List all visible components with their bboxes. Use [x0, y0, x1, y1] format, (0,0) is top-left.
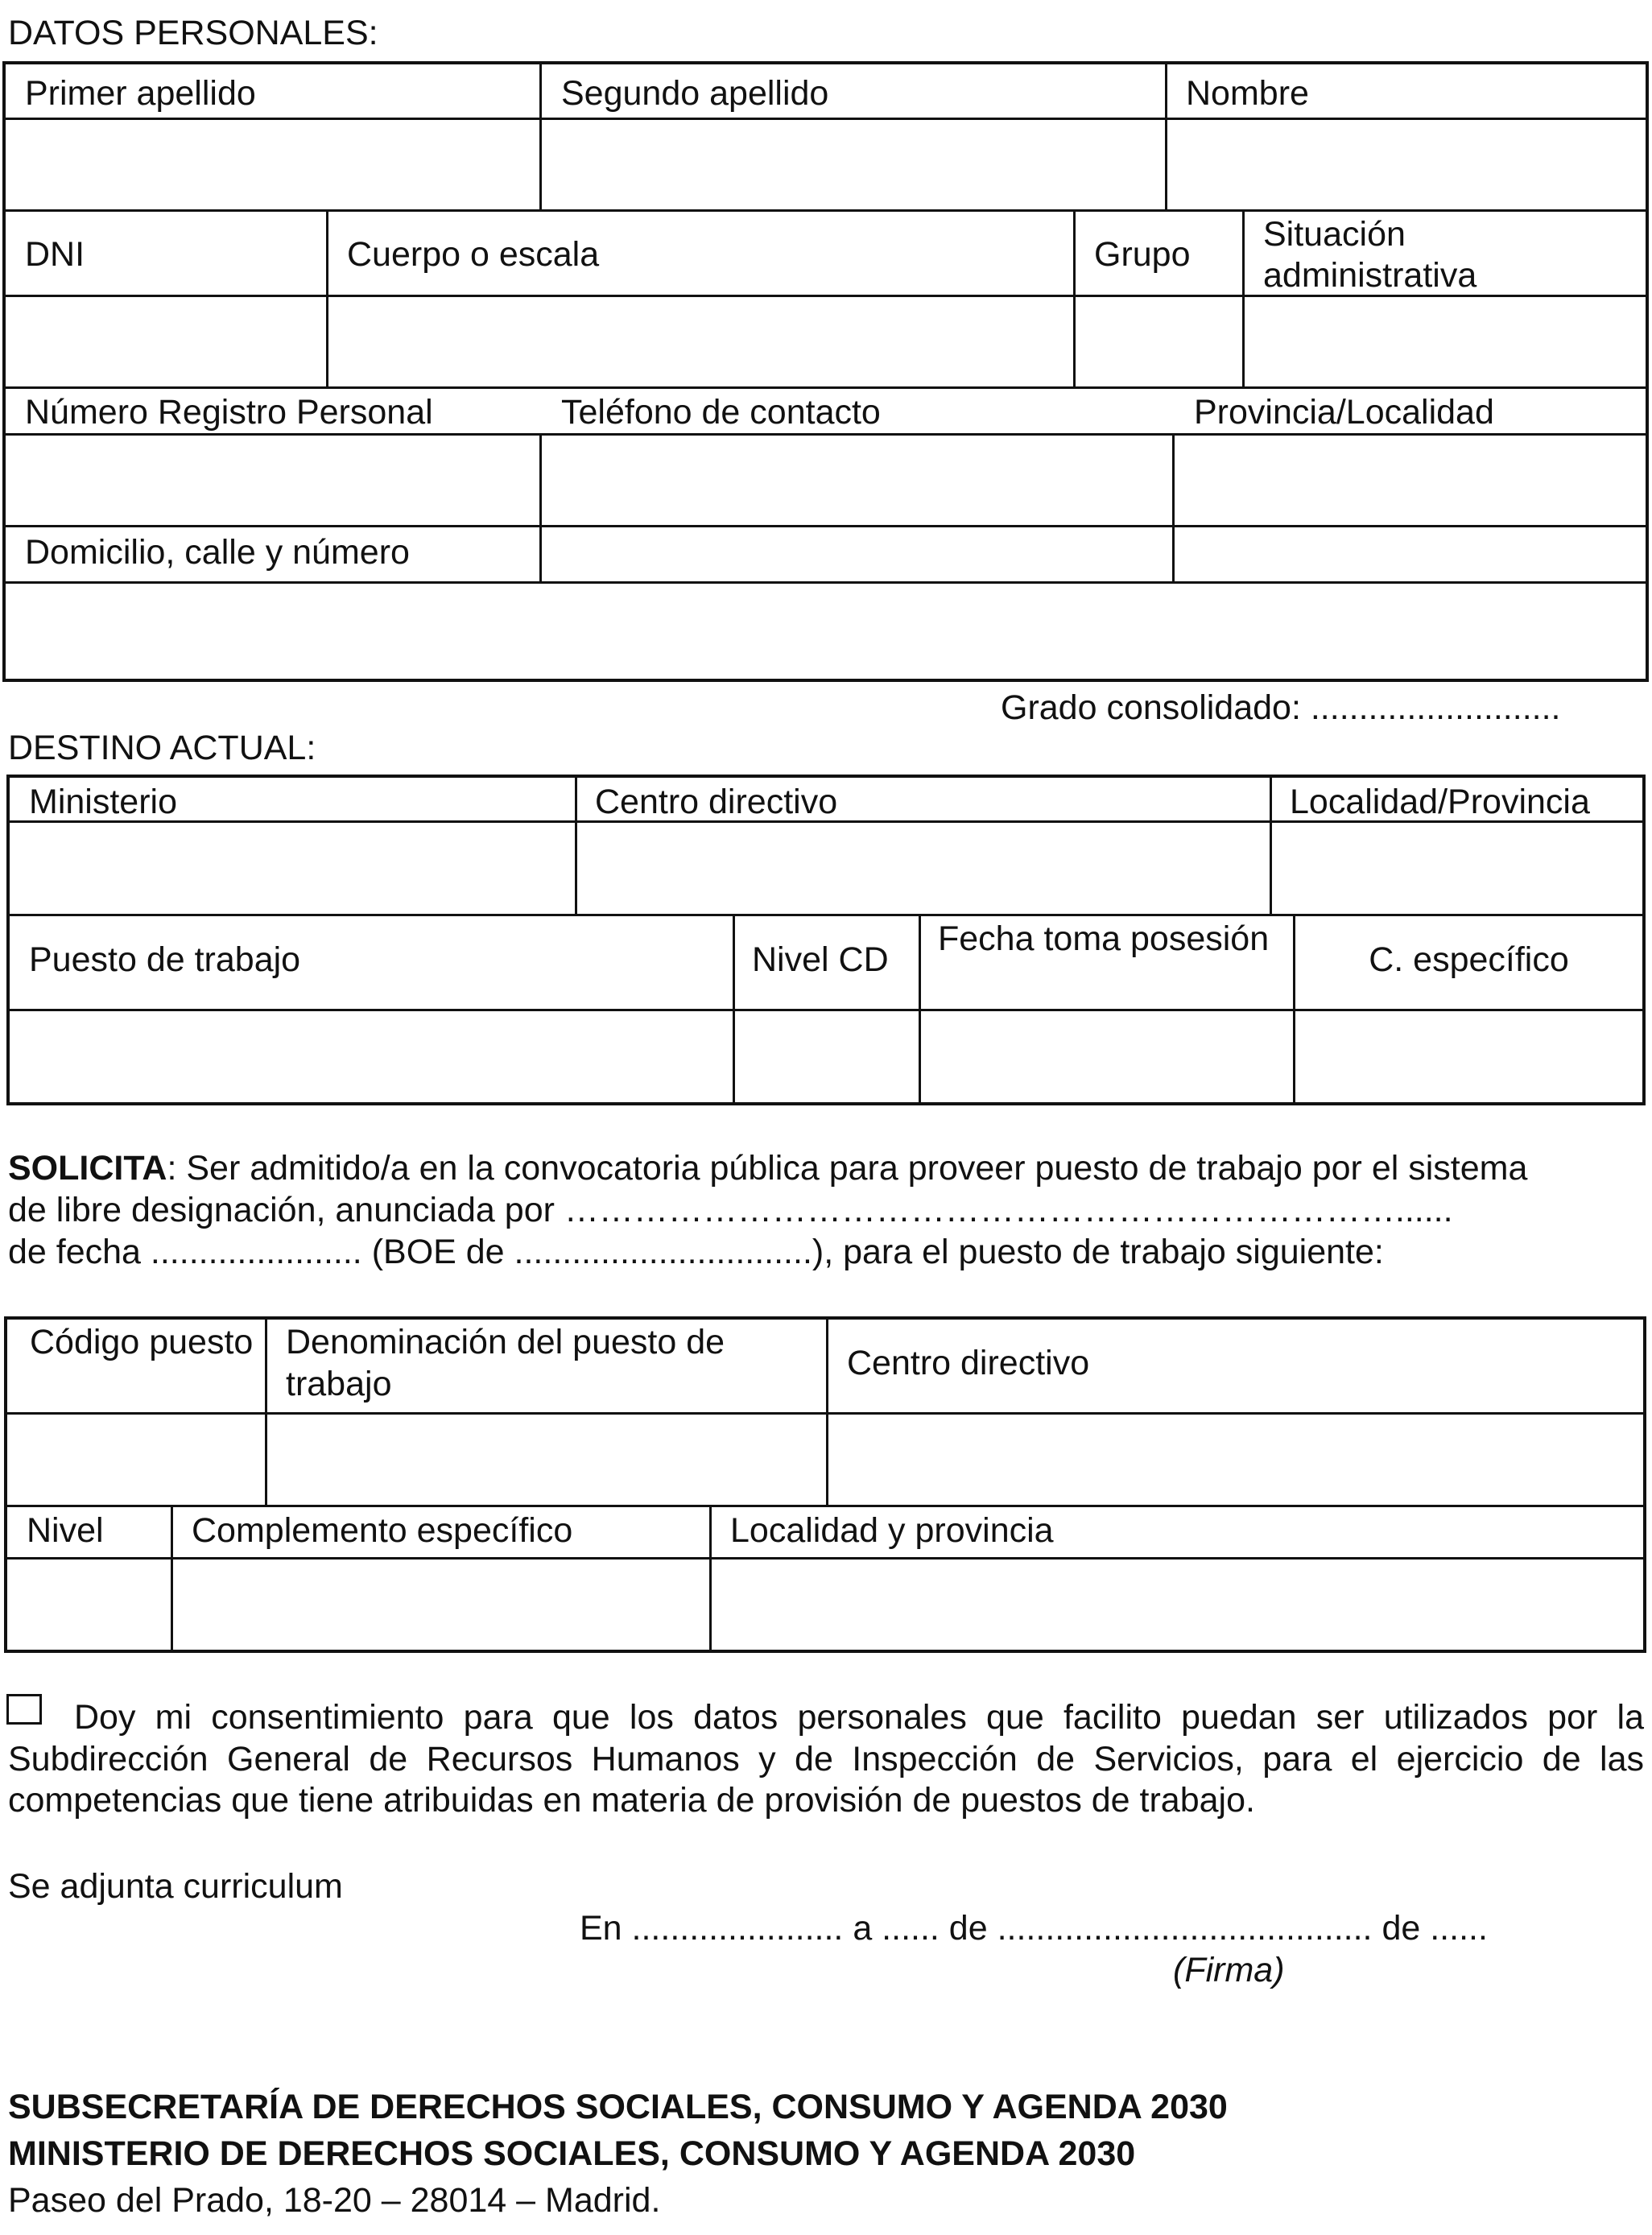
field-numero-registro-personal[interactable] — [6, 436, 539, 525]
field-ministerio[interactable] — [10, 824, 575, 914]
field-nivel-cd[interactable] — [736, 1012, 919, 1102]
label-localidad-y-provincia: Localidad y provincia — [730, 1511, 1054, 1550]
field-provincia-localidad[interactable] — [1175, 436, 1646, 525]
label-situacion-administrativa: Situación administrativa — [1263, 215, 1477, 295]
field-domicilio[interactable] — [6, 585, 1646, 679]
label-cuerpo-escala: Cuerpo o escala — [347, 235, 600, 274]
solicita-line-1: SOLICITA: Ser admitido/a en la convocatoria pública para proveer puesto de trabajo por el sistema — [8, 1149, 1528, 1188]
field-dni[interactable] — [6, 298, 326, 386]
label-complemento-especifico: Complemento específico — [192, 1511, 573, 1550]
personal-data-table — [2, 61, 1649, 682]
label-numero-registro-personal: Número Registro Personal — [25, 393, 433, 432]
footer-address: Paseo del Prado, 18-20 – 28014 – Madrid. — [8, 2181, 661, 2220]
field-centro-directivo[interactable] — [578, 824, 1270, 914]
current-post-table — [6, 775, 1646, 1105]
field-segundo-apellido[interactable] — [543, 121, 1165, 209]
label-grupo: Grupo — [1094, 235, 1191, 274]
label-denominacion-puesto: Denominación del puesto de trabajo — [286, 1323, 725, 1404]
solicita-label: SOLICITA — [8, 1149, 167, 1188]
field-c-especifico[interactable] — [1296, 1012, 1642, 1102]
label-puesto-trabajo: Puesto de trabajo — [29, 940, 301, 979]
field-primer-apellido[interactable] — [6, 121, 539, 209]
label-telefono-contacto: Teléfono de contacto — [561, 393, 881, 432]
grado-consolidado: Grado consolidado: .......................... — [1001, 688, 1561, 727]
field-localidad-y-provincia[interactable] — [712, 1560, 1643, 1650]
label-c-especifico: C. específico — [1369, 940, 1569, 979]
footer-subsecretaria: SUBSECRETARÍA DE DERECHOS SOCIALES, CONSUMO Y AGENDA 2030 — [8, 2088, 1228, 2126]
label-ministerio: Ministerio — [29, 783, 177, 821]
field-puesto-trabajo[interactable] — [10, 1012, 733, 1102]
field-codigo-puesto[interactable] — [7, 1415, 265, 1505]
signature-label: (Firma) — [1173, 1951, 1285, 1989]
place-date-line: En ...................... a ...... de ....................................... de ...... — [580, 1909, 1488, 1948]
section-title-datos-personales: DATOS PERSONALES: — [8, 14, 378, 52]
label-nivel-cd: Nivel CD — [752, 940, 889, 979]
label-fecha-toma-posesion: Fecha toma posesión — [938, 919, 1270, 958]
field-situacion-administrativa[interactable] — [1245, 298, 1646, 386]
label-codigo-puesto: Código puesto — [30, 1323, 254, 1361]
field-centro-directivo-solicitado[interactable] — [829, 1415, 1643, 1505]
field-grupo[interactable] — [1076, 298, 1242, 386]
label-provincia-localidad: Provincia/Localidad — [1194, 393, 1494, 432]
label-centro-directivo: Centro directivo — [595, 783, 838, 821]
label-domicilio: Domicilio, calle y número — [25, 533, 410, 572]
section-title-destino-actual: DESTINO ACTUAL: — [8, 729, 316, 767]
solicita-line-2: de libre designación, anunciada por ………………………………………………………………...... — [8, 1191, 1453, 1229]
field-complemento-especifico[interactable] — [174, 1560, 709, 1650]
label-nombre: Nombre — [1186, 74, 1309, 113]
field-denominacion-puesto[interactable] — [268, 1415, 826, 1505]
field-localidad-provincia[interactable] — [1273, 824, 1642, 914]
label-primer-apellido: Primer apellido — [25, 74, 256, 113]
consent-text: Doy mi consentimiento para que los datos personales que facilito puedan ser utilizados por la Subdirección General de Recursos Humanos y de Inspección de Servicios, para el ejercicio de las competencias que tiene atribuidas en materia de provisión de puestos de trabajo. — [8, 1698, 1644, 1820]
field-telefono-contacto[interactable] — [543, 436, 1172, 525]
label-nivel: Nivel — [27, 1511, 104, 1550]
requested-post-table — [4, 1316, 1646, 1653]
field-nivel[interactable] — [7, 1560, 171, 1650]
footer-ministerio: MINISTERIO DE DERECHOS SOCIALES, CONSUMO Y AGENDA 2030 — [8, 2134, 1136, 2173]
field-nombre[interactable] — [1168, 121, 1646, 209]
label-segundo-apellido: Segundo apellido — [561, 74, 829, 113]
label-localidad-provincia: Localidad/Provincia — [1290, 783, 1590, 821]
field-cuerpo-escala[interactable] — [329, 298, 1073, 386]
curriculum-text: Se adjunta curriculum — [8, 1867, 343, 1906]
solicita-line-3: de fecha ...................... (BOE de ...............................), para el puesto de trabajo siguiente: — [8, 1233, 1384, 1271]
label-centro-directivo-solicitado: Centro directivo — [847, 1344, 1090, 1382]
label-dni: DNI — [25, 235, 85, 274]
field-fecha-toma-posesion[interactable] — [922, 1012, 1293, 1102]
